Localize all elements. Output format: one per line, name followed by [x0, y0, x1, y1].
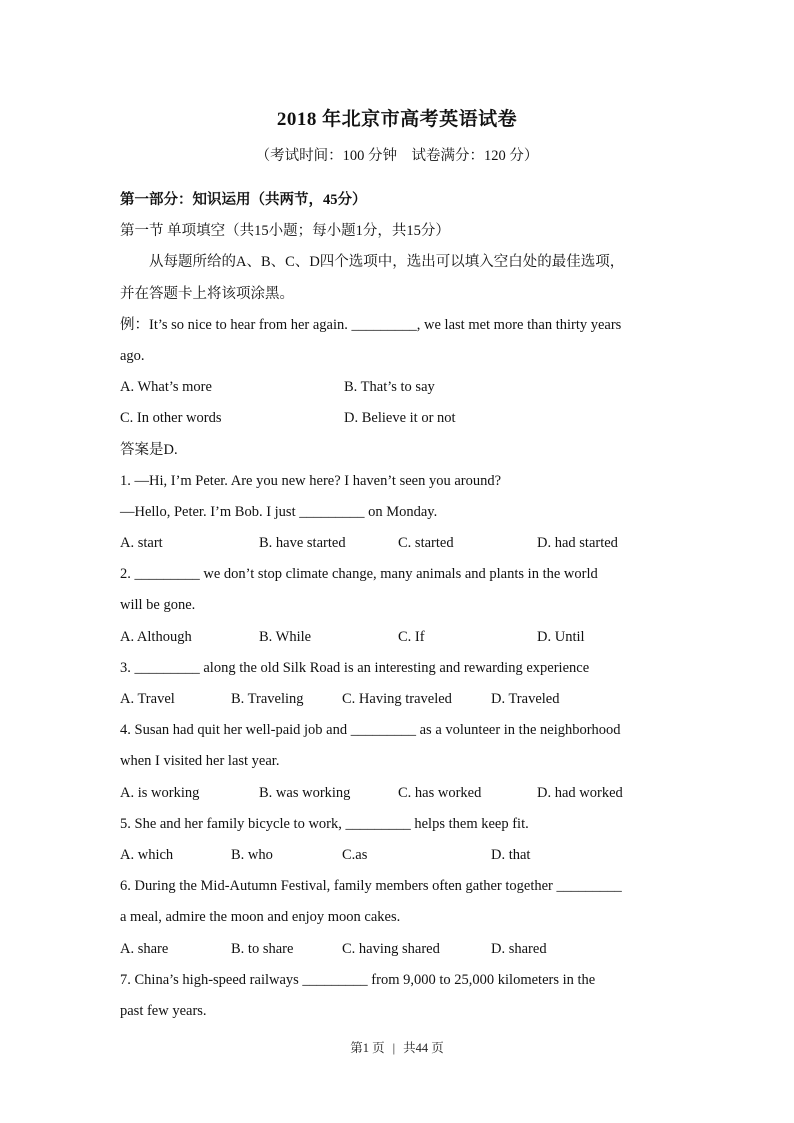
question-options	[120, 622, 676, 653]
option: B. Traveling	[231, 691, 304, 707]
example-stem: 例：It’s so nice to hear from her again. _________, we last met more than thirty years	[120, 316, 622, 333]
question-options	[120, 528, 676, 559]
option: C. If	[398, 628, 425, 645]
page-total: 共44 页	[403, 1041, 444, 1055]
question-options	[120, 840, 676, 871]
option: C. started	[398, 535, 454, 552]
option: B. to share	[231, 940, 294, 957]
option: A. which	[120, 846, 174, 863]
question-stem: 7. China’s high-speed railways _________ from 9,000 to 25,000 kilometers in the	[120, 971, 596, 988]
question-options	[120, 934, 676, 965]
option: C. has worked	[398, 784, 482, 801]
section-title: 第一节 单项填空（共15小题；每小题1分，共15分）	[120, 223, 450, 240]
option: D. Until	[537, 628, 585, 645]
page-number: 第1 页	[350, 1041, 385, 1055]
option: C. In other words	[120, 410, 222, 427]
option: A. is working	[120, 784, 200, 801]
question-stem: 4. Susan had quit her well-paid job and _________ as a volunteer in the neighborhood	[120, 722, 621, 739]
option: B. who	[231, 846, 273, 863]
option: D. that	[491, 846, 531, 863]
question-stem: when I visited her last year.	[120, 753, 280, 770]
option: C. having shared	[342, 940, 440, 957]
exam-content	[120, 185, 676, 1027]
option: A. share	[120, 940, 169, 957]
question-options	[120, 778, 676, 809]
example-options	[120, 372, 676, 403]
option: B. have started	[259, 535, 346, 552]
option: C.as	[342, 846, 368, 863]
example-options	[120, 403, 676, 434]
option: A. Travel	[120, 691, 175, 707]
question-stem: 2. _________ we don’t stop climate change, many animals and plants in the world	[120, 566, 598, 583]
part-title: 第一部分：知识运用（共两节，45分）	[120, 192, 367, 208]
question-stem: 1. —Hi, I’m Peter. Are you new here? I haven’t seen you around?	[120, 472, 502, 489]
option: D. had started	[537, 535, 618, 552]
instruction-line: 并在答题卡上将该项涂黑。	[120, 285, 294, 302]
footer-separator: |	[392, 1041, 396, 1055]
option: C. Having traveled	[342, 691, 452, 707]
question-stem: 5. She and her family bicycle to work, _________ helps them keep fit.	[120, 815, 529, 832]
instruction-line: 从每题所给的A、B、C、D四个选项中，选出可以填入空白处的最佳选项，	[149, 254, 625, 271]
question-stem: 3. _________ along the old Silk Road is an interesting and rewarding experience	[120, 659, 590, 676]
example-stem: ago.	[120, 347, 145, 364]
question-stem: 6. During the Mid-Autumn Festival, family members often gather together _________	[120, 878, 622, 895]
question-stem: —Hello, Peter. I’m Bob. I just _________ on Monday.	[120, 503, 438, 520]
question-options	[120, 684, 676, 715]
option: D. shared	[491, 940, 547, 957]
question-stem: past few years.	[120, 1002, 207, 1019]
example-answer: 答案是D.	[120, 441, 178, 458]
option: A. What’s more	[120, 379, 212, 396]
question-stem: a meal, admire the moon and enjoy moon cakes.	[120, 909, 401, 926]
page-footer	[0, 1038, 794, 1056]
option: D. had worked	[537, 784, 623, 801]
option: B. was working	[259, 784, 351, 801]
option: B. That’s to say	[344, 379, 435, 396]
option: D. Traveled	[491, 691, 560, 707]
page-title: 2018 年北京市高考英语试卷	[276, 109, 518, 130]
question-stem: will be gone.	[120, 597, 196, 614]
option: B. While	[259, 628, 312, 645]
option: A. Although	[120, 628, 192, 645]
option: D. Believe it or not	[344, 410, 456, 427]
exam-info: （考试时间：100 分钟 试卷满分：120 分）	[255, 148, 539, 164]
option: A. start	[120, 535, 163, 552]
